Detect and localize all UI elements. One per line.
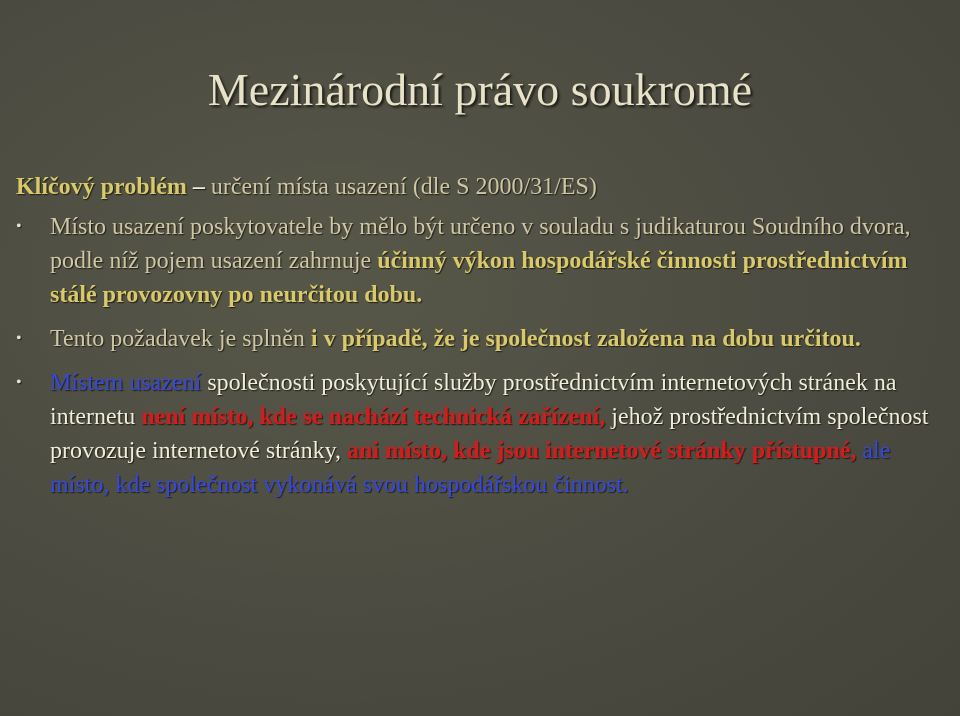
bullet-dot-icon: •	[16, 330, 22, 347]
bullet-segment-red: ani místo, kde jsou internetové stránky přístupné,	[347, 438, 857, 464]
bullet-segment-blue: Místem usazení	[50, 370, 202, 396]
slide-content	[16, 170, 952, 512]
bullet-text	[50, 322, 952, 356]
bullet-text	[50, 366, 952, 502]
bullet-list	[16, 210, 952, 502]
bullet-segment: Místo usazení poskytovatele by mělo být určeno v souladu s judikaturou Soudního dvora, podle níž pojem usazení zahrnuje	[50, 214, 911, 274]
bullet-segment: Tento požadavek je splněn	[50, 326, 311, 352]
bullet-dot-icon: •	[16, 374, 22, 391]
bullet-text	[50, 210, 952, 312]
subheading-dash: –	[192, 174, 205, 200]
subheading	[16, 170, 952, 204]
bullet-dot-icon: •	[16, 218, 22, 235]
bullet-segment-emphasis: účinný výkon hospodářské činnosti prostřednictvím stálé provozovny po neurčitou dobu.	[50, 248, 908, 308]
bullet-item	[16, 322, 952, 356]
bullet-item	[16, 366, 952, 502]
subheading-rest: určení místa usazení (dle S 2000/31/ES)	[210, 174, 597, 200]
bullet-segment: společnosti poskytující služby prostřednictvím internetových stránek na internetu	[50, 370, 897, 430]
slide-title: Mezinárodní právo soukromé	[207, 64, 753, 115]
bullet-item	[16, 210, 952, 312]
bullet-segment-blue: ale místo, kde společnost vykonává svou hospodářskou činnost.	[50, 438, 891, 498]
subheading-lead: Klíčový problém	[16, 174, 187, 200]
bullet-segment: jehož prostřednictvím společnost provozuje internetové stránky,	[50, 404, 929, 464]
bullet-segment-red: není místo, kde se nachází technická zařízení,	[141, 404, 606, 430]
bullet-segment-emphasis: i v případě, že je společnost založena na dobu určitou.	[310, 326, 861, 352]
